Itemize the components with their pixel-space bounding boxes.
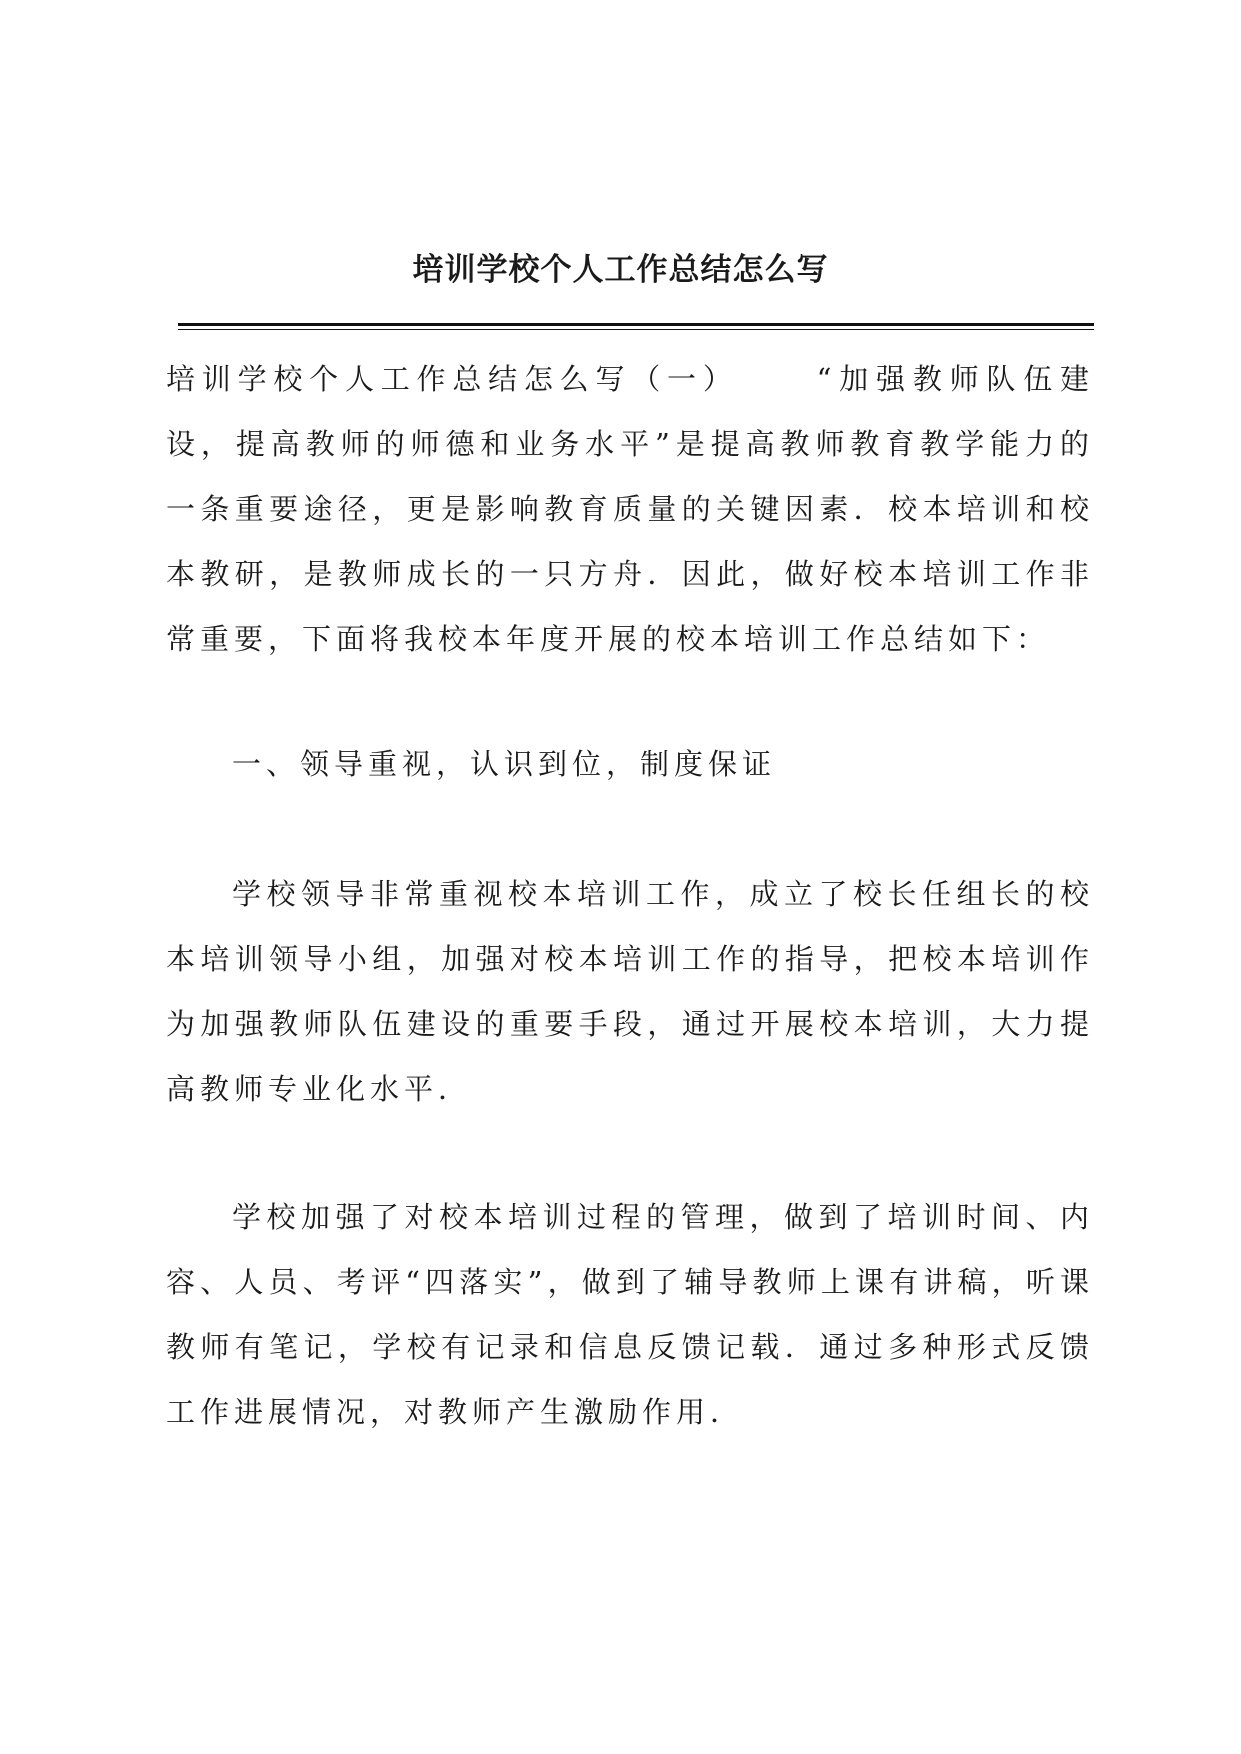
document-title: 培训学校个人工作总结怎么写 (412, 252, 829, 288)
intro-lead-title: 培训学校个人工作总结怎么写（一） (166, 362, 739, 396)
title-divider (178, 323, 1094, 330)
section-heading-1: 一、领导重视，认识到位，制度保证 (232, 747, 777, 781)
intro-text: “加强教师队伍建设，提高教师的师德和业务水平”是提高教师教育教学能力的一条重要途径，更是影响教育质量的关键因素．校本培训和校本教研，是教师成长的一只方舟．因此，做好校本培训工作非常重要，下面将我校本年度开展的校本培训工作总结如下： (166, 362, 1094, 656)
intro-paragraph (166, 347, 1094, 672)
body-paragraph-2: 学校领导非常重视校本培训工作，成立了校长任组长的校本培训领导小组，加强对校本培训工作的指导，把校本培训作为加强教师队伍建设的重要手段，通过开展校本培训，大力提高教师专业化水平． (166, 877, 1094, 1106)
body-paragraph-3: 学校加强了对校本培训过程的管理，做到了培训时间、内容、人员、考评“四落实”，做到了辅导教师上课有讲稿，听课教师有笔记，学校有记录和信息反馈记载．通过多种形式反馈工作进展情况，对教师产生激励作用． (166, 1200, 1094, 1429)
